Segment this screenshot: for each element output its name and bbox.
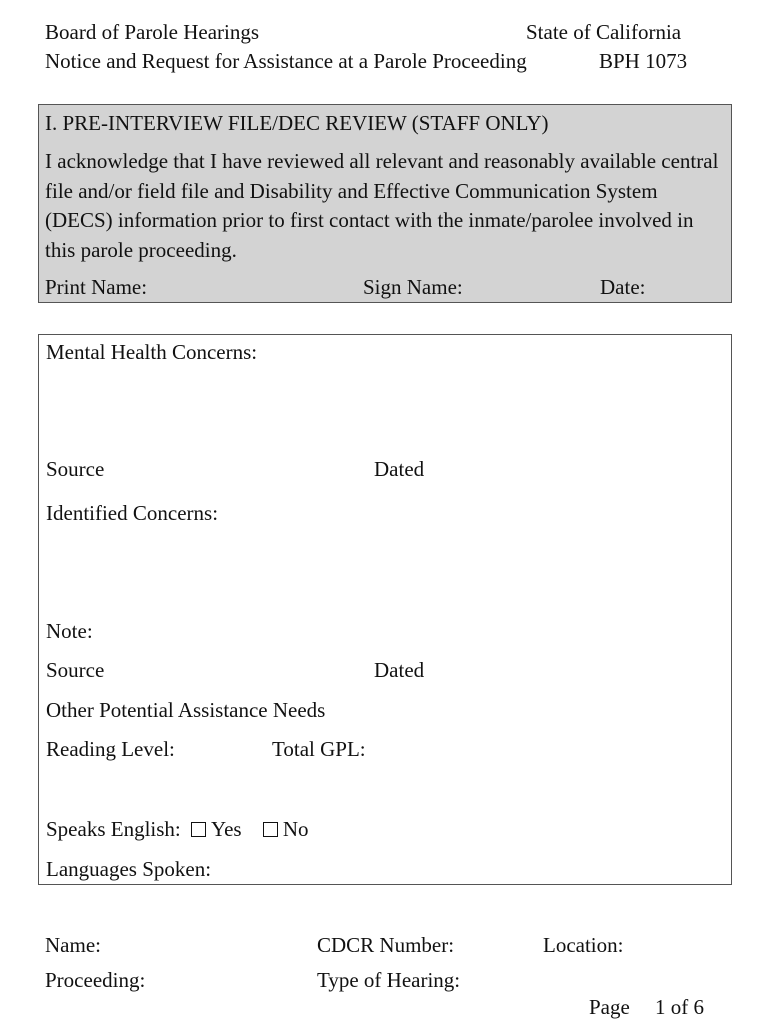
print-name-label: Print Name: (45, 275, 148, 299)
no-option[interactable] (263, 817, 309, 841)
page-number: 1 of 6 (655, 995, 704, 1019)
languages-spoken-label: Languages Spoken: (46, 857, 212, 881)
no-label: No (282, 817, 309, 841)
form-number: BPH 1073 (599, 49, 688, 73)
source-label: Source (46, 457, 105, 481)
other-assistance-needs-label: Other Potential Assistance Needs (46, 698, 326, 722)
speaks-english-label: Speaks English: (46, 817, 181, 841)
hearing-type-label: Type of Hearing: (317, 968, 461, 992)
yes-label: Yes (211, 817, 242, 841)
sign-name-label: Sign Name: (363, 275, 463, 299)
agency-name: Board of Parole Hearings (45, 20, 260, 44)
total-gpl-label: Total GPL: (272, 737, 366, 761)
mental-health-concerns-label: Mental Health Concerns: (46, 340, 258, 364)
yes-option[interactable] (191, 817, 242, 841)
no-checkbox[interactable] (263, 822, 278, 837)
reading-level-label: Reading Level: (46, 737, 175, 761)
name-label: Name: (45, 933, 101, 957)
date-label: Date: (600, 275, 646, 299)
identified-concerns-label: Identified Concerns: (46, 501, 219, 525)
yes-checkbox[interactable] (191, 822, 206, 837)
source-label: Source (46, 658, 105, 682)
dated-label: Dated (374, 457, 425, 481)
proceeding-label: Proceeding: (45, 968, 146, 992)
form-title: Notice and Request for Assistance at a Parole Proceeding (45, 49, 527, 73)
note-label: Note: (46, 619, 93, 643)
speaks-english-row (46, 819, 308, 840)
concerns-section (38, 334, 732, 885)
dated-label: Dated (374, 658, 425, 682)
page-label: Page (589, 995, 630, 1019)
cdcr-number-label: CDCR Number: (317, 933, 455, 957)
location-label: Location: (543, 933, 624, 957)
state-name: State of California (526, 20, 682, 44)
acknowledgement-text: I acknowledge that I have reviewed all relevant and reasonably available central file and/or field file and Disability and Effective Communication System (DECS) information prior to first contact with the inmate/parolee involved in this parole proceeding. (45, 149, 719, 262)
section-title: I. PRE-INTERVIEW FILE/DEC REVIEW (STAFF ONLY) (45, 111, 549, 135)
staff-review-section (38, 104, 732, 303)
